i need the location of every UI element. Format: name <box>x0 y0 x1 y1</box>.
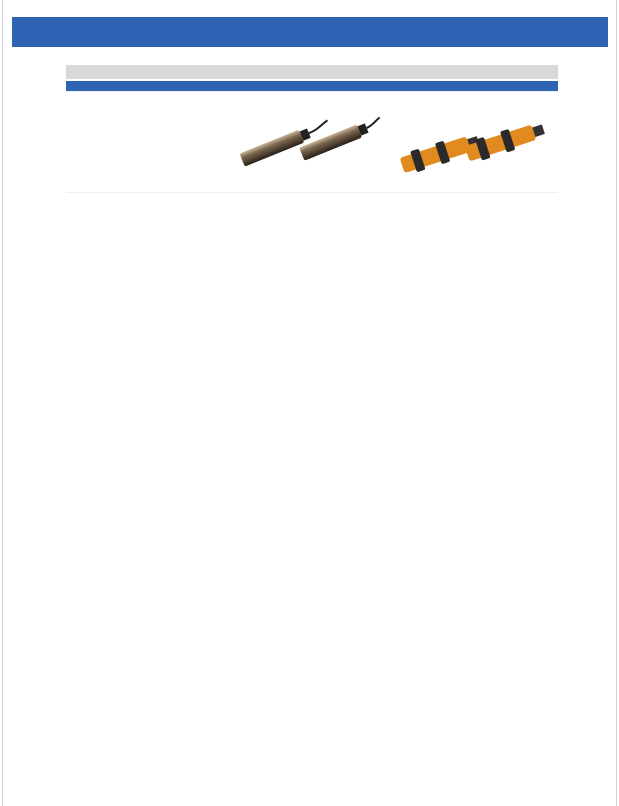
spec-header-unit <box>162 81 230 91</box>
plastic-sensor-image <box>394 92 558 192</box>
dimension-drawing-2 <box>394 193 558 322</box>
footer-color-bar <box>75 775 595 785</box>
product-image-metal <box>230 92 394 192</box>
section-header <box>66 65 558 79</box>
spec-header-col2 <box>394 81 558 91</box>
metal-sensor-image <box>230 92 394 192</box>
spec-header-col1 <box>230 81 394 91</box>
product-image-plastic <box>394 92 558 192</box>
dimension-drawing-1 <box>230 193 394 322</box>
image-label <box>66 92 162 192</box>
spec-header-row <box>66 81 558 92</box>
product-images-row <box>66 92 558 192</box>
dimension-label <box>66 193 230 322</box>
spec-header-label <box>66 81 162 91</box>
page-banner <box>12 17 608 47</box>
dimension-drawings-row <box>66 192 558 322</box>
product-table <box>66 63 558 322</box>
